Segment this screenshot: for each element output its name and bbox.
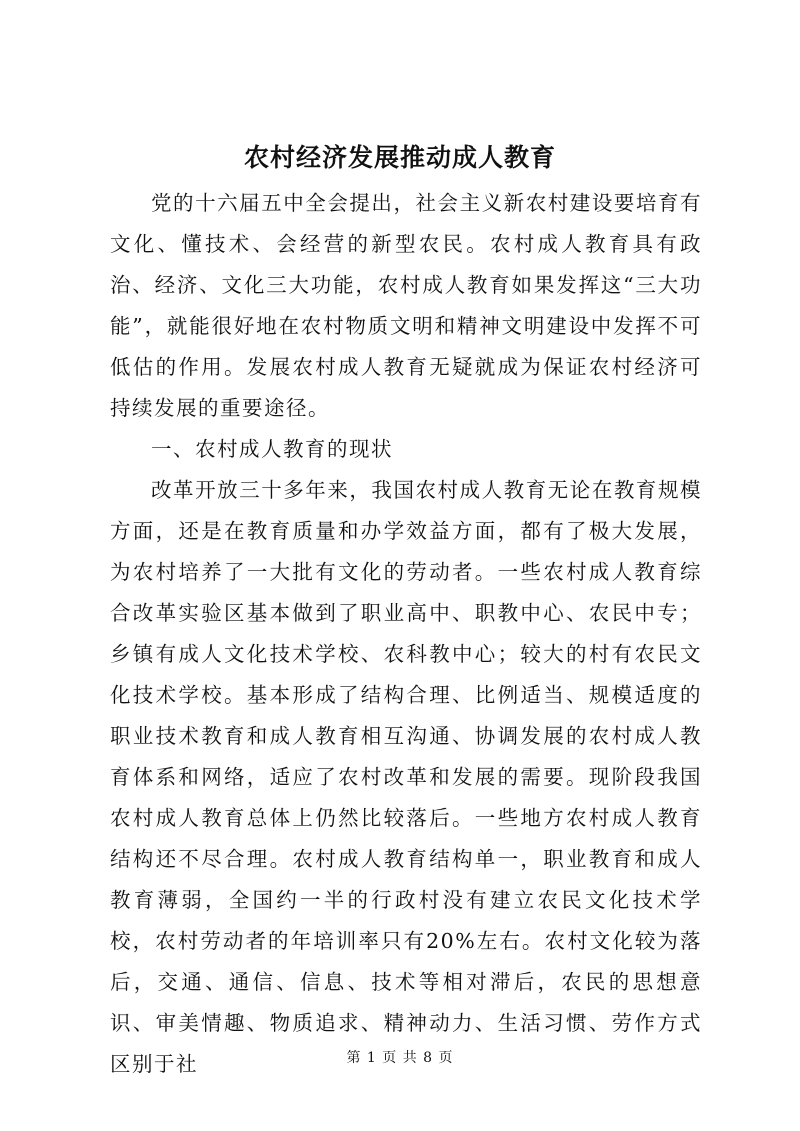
body-paragraph: 改革开放三十多年来，我国农村成人教育无论在教育规模方面，还是在教育质量和办学效益方面，都有了极大发展，为农村培养了一大批有文化的劳动者。一些农村成人教育综合改革实验区基本做到了职业高中、职教中心、农民中专；乡镇有成人文化技术学校、农科教中心；较大的村有农民文化技术学校。基本形成了结构合理、比例适当、规模适度的职业技术教育和成人教育相互沟通、协调发展的农村成人教育体系和网络，适应了农村改革和发展的需要。现阶段我国农村成人教育总体上仍然比较落后。一些地方农村成人教育结构还不尽合理。农村成人教育结构单一，职业教育和成人教育薄弱，全国约一半的行政村没有建立农民文化技术学校，农村劳动者的年培训率只有20%左右。农村文化较为落后，交通、通信、信息、技术等相对滞后，农民的思想意识、审美情趣、物质追求、精神动力、生活习惯、劳作方式区别于社: [110, 478, 702, 1076]
document-title: 农村经济发展推动成人教育: [243, 143, 556, 172]
document-body: [110, 183, 702, 1085]
page-footer: [0, 1048, 800, 1068]
section-heading: 一、农村成人教育的现状: [151, 437, 393, 461]
page-number-indicator: 第 1 页 共 8 页: [346, 1050, 454, 1066]
intro-paragraph: 党的十六届五中全会提出，社会主义新农村建设要培育有文化、懂技术、会经营的新型农民。农村成人教育具有政治、经济、文化三大功能，农村成人教育如果发挥这“三大功能”，就能很好地在农村物质文明和精神文明建设中发挥不可低估的作用。发展农村成人教育无疑就成为保证农村经济可持续发展的重要途径。: [110, 191, 702, 420]
